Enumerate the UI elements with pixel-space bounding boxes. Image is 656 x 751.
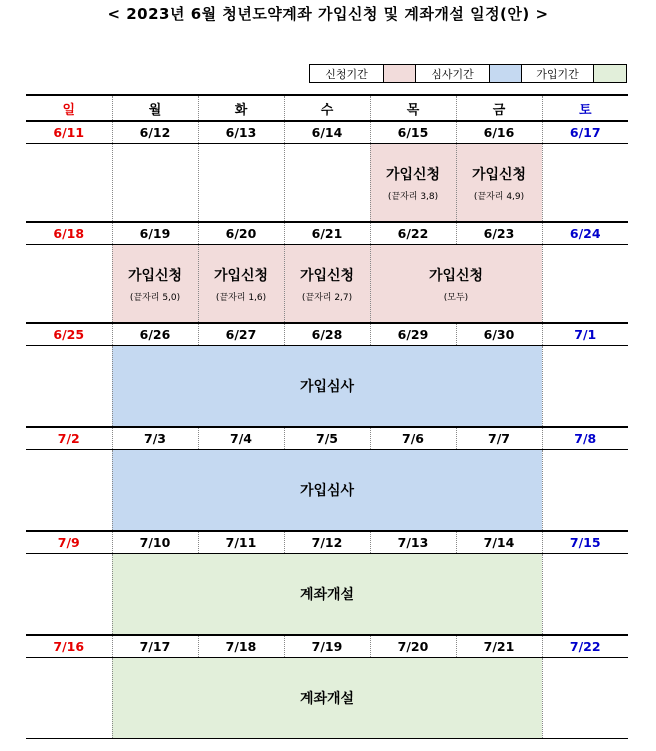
empty-cell xyxy=(26,658,112,739)
date-cell: 7/19 xyxy=(284,635,370,658)
date-cell: 6/13 xyxy=(198,121,284,144)
event-title: 계좌개설 xyxy=(299,587,355,603)
application-cell xyxy=(112,245,198,324)
empty-cell xyxy=(542,450,628,532)
empty-cell xyxy=(26,144,112,223)
empty-cell xyxy=(542,658,628,739)
date-cell: 6/11 xyxy=(26,121,112,144)
date-cell: 7/14 xyxy=(456,531,542,554)
legend-swatch-application xyxy=(384,65,416,82)
application-cell xyxy=(456,144,542,223)
date-cell: 7/5 xyxy=(284,427,370,450)
application-cell xyxy=(198,245,284,324)
page-title: < 2023년 6월 청년도약계좌 가입신청 및 계좌개설 일정(안) > xyxy=(107,5,549,23)
legend-label-review: 심사기간 xyxy=(416,65,490,82)
date-cell: 7/21 xyxy=(456,635,542,658)
empty-cell xyxy=(26,346,112,428)
empty-cell xyxy=(26,245,112,324)
event-note: (끝자리 5,0) xyxy=(129,292,181,303)
weekday-sat: 토 xyxy=(542,95,628,121)
date-row xyxy=(26,531,628,554)
date-cell: 7/18 xyxy=(198,635,284,658)
date-cell: 6/26 xyxy=(112,323,198,346)
empty-cell xyxy=(542,346,628,428)
date-cell: 6/14 xyxy=(284,121,370,144)
date-cell: 6/27 xyxy=(198,323,284,346)
date-cell: 7/15 xyxy=(542,531,628,554)
empty-cell xyxy=(284,144,370,223)
date-cell: 7/13 xyxy=(370,531,456,554)
date-row xyxy=(26,427,628,450)
date-cell: 7/2 xyxy=(26,427,112,450)
weekday-header-row xyxy=(26,95,628,121)
event-note: (모두) xyxy=(443,292,469,303)
event-row xyxy=(26,144,628,223)
date-cell: 7/1 xyxy=(542,323,628,346)
date-cell: 6/29 xyxy=(370,323,456,346)
event-note: (끝자리 3,8) xyxy=(387,191,439,202)
legend-label-enrollment: 가입기간 xyxy=(522,65,594,82)
date-cell: 7/10 xyxy=(112,531,198,554)
empty-cell xyxy=(112,144,198,223)
legend-swatch-enrollment xyxy=(594,65,626,82)
date-cell: 6/19 xyxy=(112,222,198,245)
date-cell: 6/23 xyxy=(456,222,542,245)
event-note: (끝자리 2,7) xyxy=(301,292,353,303)
date-cell: 7/22 xyxy=(542,635,628,658)
event-note: (끝자리 4,9) xyxy=(473,191,525,202)
event-title: 가입신청 xyxy=(127,267,183,284)
date-cell: 7/6 xyxy=(370,427,456,450)
event-row xyxy=(26,450,628,532)
event-title: 가입심사 xyxy=(299,379,355,395)
empty-cell xyxy=(26,554,112,636)
date-cell: 6/21 xyxy=(284,222,370,245)
date-cell: 6/22 xyxy=(370,222,456,245)
event-title: 가입신청 xyxy=(471,166,527,183)
calendar-table xyxy=(26,94,628,739)
event-row xyxy=(26,554,628,636)
empty-cell xyxy=(542,554,628,636)
date-row xyxy=(26,121,628,144)
date-cell: 6/25 xyxy=(26,323,112,346)
account-opening-cell xyxy=(112,658,542,739)
date-row xyxy=(26,635,628,658)
date-cell: 6/16 xyxy=(456,121,542,144)
date-cell: 7/12 xyxy=(284,531,370,554)
date-cell: 7/9 xyxy=(26,531,112,554)
date-row xyxy=(26,222,628,245)
event-title: 가입신청 xyxy=(299,267,355,284)
application-cell xyxy=(370,144,456,223)
event-title: 가입신청 xyxy=(428,267,484,284)
event-title: 가입심사 xyxy=(299,483,355,499)
empty-cell xyxy=(198,144,284,223)
application-cell xyxy=(370,245,542,324)
event-title: 계좌개설 xyxy=(299,691,355,707)
event-row xyxy=(26,346,628,428)
date-cell: 6/12 xyxy=(112,121,198,144)
date-cell: 7/11 xyxy=(198,531,284,554)
date-cell: 7/8 xyxy=(542,427,628,450)
legend xyxy=(309,64,627,83)
date-row xyxy=(26,323,628,346)
application-cell xyxy=(284,245,370,324)
date-cell: 7/7 xyxy=(456,427,542,450)
legend-swatch-review xyxy=(490,65,522,82)
weekday-tue: 화 xyxy=(198,95,284,121)
weekday-wed: 수 xyxy=(284,95,370,121)
date-cell: 6/18 xyxy=(26,222,112,245)
date-cell: 7/20 xyxy=(370,635,456,658)
date-cell: 6/24 xyxy=(542,222,628,245)
legend-label-application: 신청기간 xyxy=(310,65,384,82)
weekday-sun: 일 xyxy=(26,95,112,121)
date-cell: 7/16 xyxy=(26,635,112,658)
weekday-thu: 목 xyxy=(370,95,456,121)
review-cell xyxy=(112,346,542,428)
date-cell: 6/15 xyxy=(370,121,456,144)
date-cell: 6/28 xyxy=(284,323,370,346)
event-title: 가입신청 xyxy=(385,166,441,183)
date-cell: 7/17 xyxy=(112,635,198,658)
account-opening-cell xyxy=(112,554,542,636)
date-cell: 6/30 xyxy=(456,323,542,346)
date-cell: 6/17 xyxy=(542,121,628,144)
event-row xyxy=(26,658,628,739)
empty-cell xyxy=(542,245,628,324)
empty-cell xyxy=(542,144,628,223)
review-cell xyxy=(112,450,542,532)
date-cell: 6/20 xyxy=(198,222,284,245)
weekday-mon: 월 xyxy=(112,95,198,121)
weekday-fri: 금 xyxy=(456,95,542,121)
event-title: 가입신청 xyxy=(213,267,269,284)
event-row xyxy=(26,245,628,324)
date-cell: 7/3 xyxy=(112,427,198,450)
empty-cell xyxy=(26,450,112,532)
event-note: (끝자리 1,6) xyxy=(215,292,267,303)
date-cell: 7/4 xyxy=(198,427,284,450)
